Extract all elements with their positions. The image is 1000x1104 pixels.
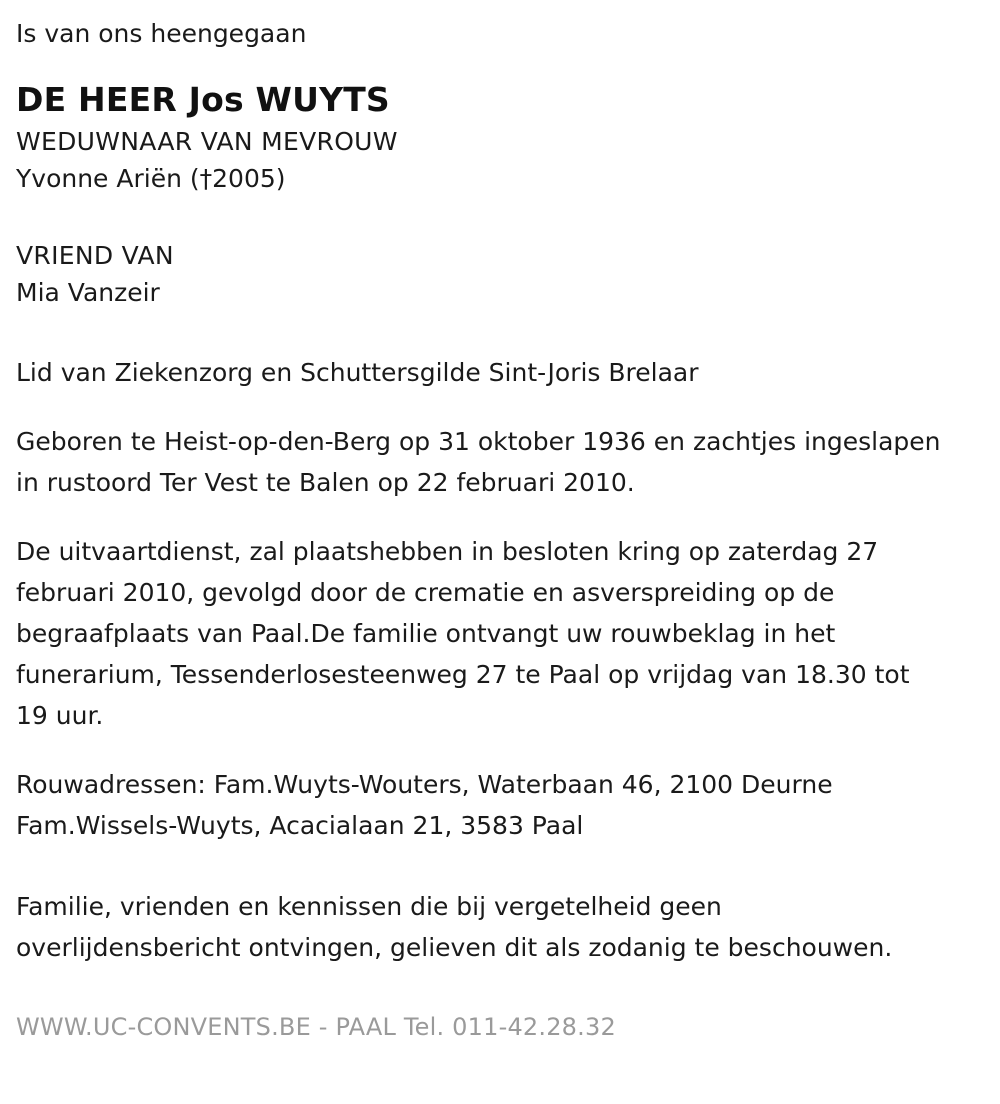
friend-label: VRIEND VAN	[16, 241, 174, 270]
service-line-3: begraafplaats van Paal.De familie ontvangt uw rouwbeklag in het	[16, 619, 836, 648]
intro-line: Is van ons heengegaan	[16, 19, 307, 48]
membership-line: Lid van Ziekenzorg en Schuttersgilde Sint-Joris Brelaar	[16, 358, 699, 387]
friend-name: Mia Vanzeir	[16, 278, 160, 307]
service-line-4: funerarium, Tessenderlosesteenweg 27 te Paal op vrijdag van 18.30 tot	[16, 660, 910, 689]
birth-death-line-1: Geboren te Heist-op-den-Berg op 31 oktober 1936 en zachtjes ingeslapen	[16, 427, 941, 456]
mourning-address-line-2: Fam.Wissels-Wuyts, Acacialaan 21, 3583 Paal	[16, 811, 584, 840]
spouse-name: Yvonne Ariën (†2005)	[16, 164, 286, 193]
footer-contact: WWW.UC-CONVENTS.BE - PAAL Tel. 011-42.28.32	[16, 1013, 616, 1041]
widower-label: WEDUWNAAR VAN MEVROUW	[16, 127, 398, 156]
birth-death-line-2: in rustoord Ter Vest te Balen op 22 februari 2010.	[16, 468, 635, 497]
closing-line-1: Familie, vrienden en kennissen die bij vergetelheid geen	[16, 892, 722, 921]
spacer	[16, 198, 984, 238]
mourning-address-line-1: Rouwadressen: Fam.Wuyts-Wouters, Waterbaan 46, 2100 Deurne	[16, 770, 833, 799]
spacer	[16, 736, 984, 764]
spacer	[16, 393, 984, 421]
closing-line-2: overlijdensbericht ontvingen, gelieven dit als zodanig te beschouwen.	[16, 933, 893, 962]
service-line-5: 19 uur.	[16, 701, 104, 730]
spacer	[16, 312, 984, 352]
service-line-1: De uitvaartdienst, zal plaatshebben in besloten kring op zaterdag 27	[16, 537, 879, 566]
service-line-2: februari 2010, gevolgd door de crematie en asverspreiding op de	[16, 578, 835, 607]
spacer	[16, 846, 984, 886]
deceased-name: DE HEER Jos WUYTS	[16, 80, 390, 119]
spacer	[16, 503, 984, 531]
